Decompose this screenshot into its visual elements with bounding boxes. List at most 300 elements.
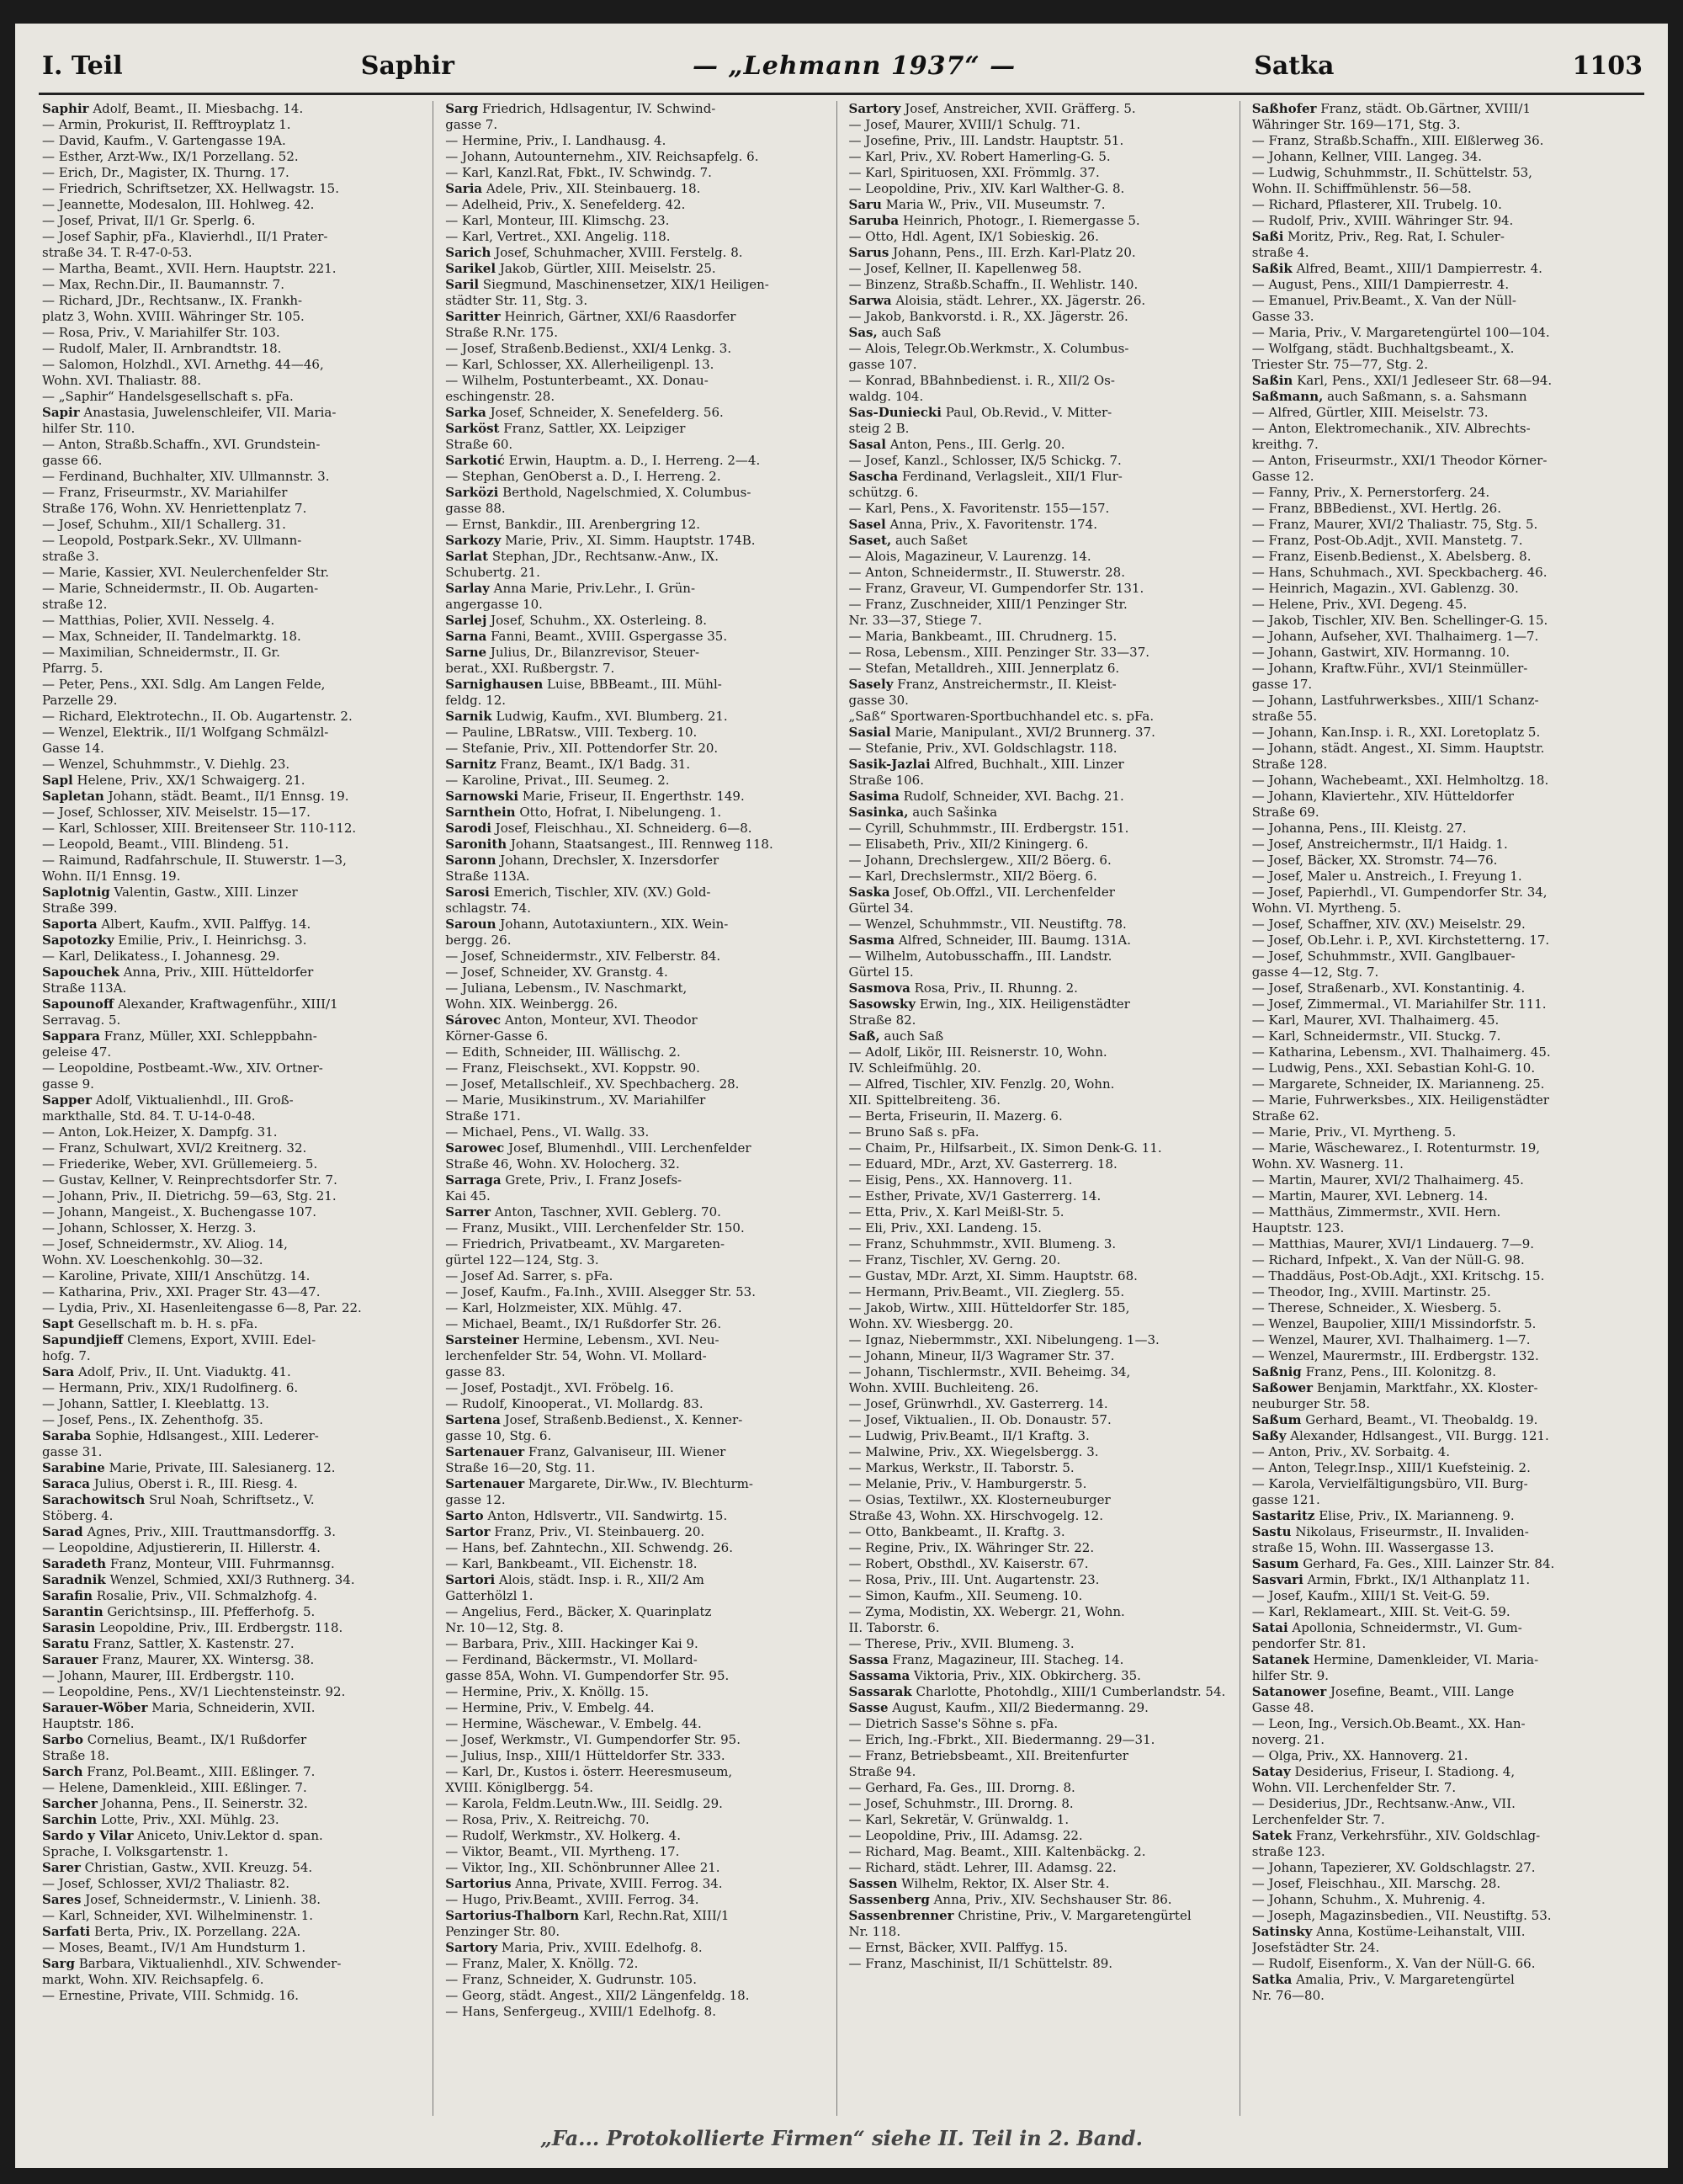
directory-entry — [42, 293, 426, 309]
entry-text: gürtel 122—124, Stg. 3. — [445, 1252, 599, 1267]
entry-text: — Josef, Ob.Lehr. i. P., XVI. Kirchstetterng. 17. — [1251, 933, 1550, 948]
directory-entry — [42, 1172, 426, 1188]
entry-text: Adolf, Viktualienhdl., III. Groß- — [91, 1092, 294, 1108]
entry-text: — Stefanie, Priv., XII. Pottendorfer Str. 20. — [445, 741, 719, 756]
entry-text: Rudolf, Schneider, XVI. Bachg. 21. — [899, 789, 1124, 804]
entry-text: steig 2 B. — [848, 421, 910, 436]
directory-entry — [42, 1428, 426, 1444]
directory-entry — [445, 1668, 829, 1684]
entry-text: Adolf, Priv., II. Unt. Viaduktg. 41. — [74, 1364, 291, 1379]
directory-entry — [42, 885, 426, 901]
directory-entry — [445, 149, 829, 165]
directory-entry — [849, 1268, 1233, 1284]
directory-entry — [849, 901, 1233, 917]
entry-surname: Sarich — [445, 245, 491, 260]
entry-text: — Karoline, Privat., III. Seumeg. 2. — [445, 773, 670, 788]
directory-entry — [445, 1764, 829, 1780]
directory-entry — [445, 1124, 829, 1140]
directory-entry — [445, 2004, 829, 2020]
directory-entry — [1252, 325, 1636, 341]
entry-surname: Sarbo — [42, 1732, 83, 1747]
entry-surname: Sapir — [42, 405, 80, 420]
entry-surname: Saßmann, — [1251, 389, 1324, 404]
entry-text: Schubertg. 21. — [445, 565, 540, 580]
directory-entry — [1252, 1300, 1636, 1316]
directory-entry — [42, 181, 426, 197]
entry-surname: Sartory — [445, 1940, 498, 1955]
directory-entry — [445, 1620, 829, 1636]
entry-surname: Sas, — [848, 325, 878, 340]
directory-entry — [445, 117, 829, 133]
directory-entry — [445, 1604, 829, 1620]
directory-entry — [42, 1268, 426, 1284]
directory-entry — [849, 1284, 1233, 1300]
entry-text: — Angelius, Ferd., Bäcker, X. Quarinplatz — [445, 1604, 712, 1619]
directory-entry — [445, 1844, 829, 1860]
directory-entry — [849, 996, 1233, 1012]
entry-surname: Sarauer — [42, 1652, 98, 1667]
directory-entry — [42, 741, 426, 757]
entry-text: Johann, Drechsler, X. Inzersdorfer — [496, 853, 719, 868]
entry-text: — Alfred, Gürtler, XIII. Meiselstr. 73. — [1251, 405, 1489, 420]
directory-entry — [42, 453, 426, 469]
entry-text: Nr. 118. — [848, 1924, 901, 1939]
directory-entry — [42, 277, 426, 293]
entry-text: — Anton, Straßb.Schaffn., XVI. Grundstein- — [42, 437, 321, 452]
entry-text: Stephan, JDr., Rechtsanw.-Anw., IX. — [488, 549, 719, 564]
entry-text: — Karl, Schlosser, XX. Allerheiligenpl. 13. — [445, 357, 714, 372]
entry-text: — Chaim, Pr., Hilfsarbeit., IX. Simon Denk-G. 11. — [848, 1140, 1162, 1156]
entry-text: — Robert, Obsthdl., XV. Kaiserstr. 67. — [848, 1556, 1089, 1571]
directory-entry — [1252, 1812, 1636, 1828]
entry-surname: Sarosi — [445, 885, 490, 900]
entry-text: — Friederike, Weber, XVI. Grüllemeierg. 5. — [42, 1156, 318, 1172]
directory-entry — [42, 565, 426, 581]
entry-text: — Katharina, Priv., XXI. Prager Str. 43—47. — [42, 1284, 321, 1299]
entry-text: Armin, Fbrkt., IX/1 Althanplatz 11. — [1303, 1572, 1531, 1587]
directory-entry — [42, 1492, 426, 1508]
entry-text: Christian, Gastw., XVII. Kreuzg. 54. — [80, 1860, 313, 1875]
entry-text: Franz, Pens., III. Kolonitzg. 8. — [1301, 1364, 1496, 1379]
directory-entry — [849, 405, 1233, 421]
directory-entry — [445, 565, 829, 581]
directory-columns — [42, 101, 1643, 2116]
entry-text: Wohn. XV. Wasnerg. 11. — [1251, 1156, 1404, 1172]
entry-surname: Saruba — [848, 213, 900, 228]
entry-text: — Johann, Kraftw.Führ., XVI/1 Steinmüller- — [1251, 661, 1528, 676]
entry-surname: Sassenbrenner — [848, 1908, 954, 1923]
entry-text: — Otto, Hdl. Agent, IX/1 Sobieskig. 26. — [848, 229, 1099, 244]
entry-text: Sophie, Hdlsangest., XIII. Lederer- — [91, 1428, 319, 1443]
entry-text: Franz, Anstreichermstr., II. Kleist- — [893, 677, 1117, 692]
entry-surname: Sarer — [42, 1860, 81, 1875]
entry-text: Maria W., Priv., VII. Museumstr. 7. — [881, 197, 1106, 212]
entry-text: — Jakob, Bankvorstd. i. R., XX. Jägerstr. 26. — [848, 309, 1128, 324]
entry-surname: Sasvari — [1251, 1572, 1303, 1587]
entry-text: Anna, Priv., XIII. Hütteldorfer — [119, 964, 314, 980]
entry-surname: Satinsky — [1251, 1924, 1313, 1939]
entry-text: — Michael, Pens., VI. Wallg. 33. — [445, 1124, 650, 1140]
directory-entry — [849, 773, 1233, 789]
directory-entry — [1252, 581, 1636, 597]
entry-text: August, Kaufm., XII/2 Biedermanng. 29. — [888, 1700, 1149, 1715]
directory-entry — [1252, 1652, 1636, 1668]
directory-entry — [849, 1636, 1233, 1652]
directory-entry — [1252, 245, 1636, 261]
entry-text: städter Str. 11, Stg. 3. — [445, 293, 588, 308]
directory-entry — [445, 277, 829, 293]
entry-text: — Josef, Viktualien., II. Ob. Donaustr. 57. — [848, 1412, 1112, 1427]
entry-surname: Sarowec — [445, 1140, 505, 1156]
entry-text: Gerhard, Fa. Ges., XIII. Lainzer Str. 84. — [1298, 1556, 1555, 1571]
entry-surname: Sasowsky — [848, 996, 916, 1012]
directory-entry — [42, 1188, 426, 1204]
directory-entry — [445, 1172, 829, 1188]
entry-text: Nr. 10—12, Stg. 8. — [445, 1620, 564, 1635]
entry-text: — Leopold, Beamt., VIII. Blindeng. 51. — [42, 837, 289, 852]
entry-text: Berta, Priv., IX. Porzellang. 22A. — [90, 1924, 301, 1939]
entry-surname: Sapouchek — [42, 964, 119, 980]
directory-entry — [42, 1956, 426, 1972]
directory-entry — [849, 1140, 1233, 1156]
entry-text: Wenzel, Schmied, XXI/3 Ruthnerg. 34. — [105, 1572, 355, 1587]
directory-entry — [42, 1748, 426, 1764]
entry-surname: Sasinka, — [848, 805, 909, 820]
directory-entry — [445, 1812, 829, 1828]
directory-entry — [1252, 1588, 1636, 1604]
directory-entry — [849, 133, 1233, 149]
entry-text: Gürtel 34. — [848, 901, 914, 916]
entry-text: Otto, Hofrat, I. Nibelungeng. 1. — [515, 805, 722, 820]
directory-entry — [42, 773, 426, 789]
directory-entry — [849, 1300, 1233, 1316]
directory-entry — [1252, 741, 1636, 757]
directory-entry — [445, 1092, 829, 1108]
entry-text: — Etta, Priv., X. Karl Meißl-Str. 5. — [848, 1204, 1064, 1220]
directory-entry — [1252, 389, 1636, 405]
directory-entry — [42, 485, 426, 501]
entry-text: — Leopoldine, Pens., XV/1 Liechtensteinstr. 92. — [42, 1684, 346, 1699]
directory-entry — [445, 1716, 829, 1732]
entry-text: — Franz, Post-Ob.Adjt., XVII. Manstetg. 7. — [1251, 533, 1523, 548]
entry-text: Josef, Schneider, X. Senefelderg. 56. — [486, 405, 724, 420]
directory-entry — [445, 1892, 829, 1908]
entry-text: Christine, Priv., V. Margaretengürtel — [953, 1908, 1192, 1923]
directory-entry — [42, 949, 426, 964]
directory-entry — [1252, 1268, 1636, 1284]
entry-text: Leopoldine, Priv., III. Erdbergstr. 118. — [95, 1620, 343, 1635]
directory-entry — [849, 1668, 1233, 1684]
directory-entry — [849, 1828, 1233, 1844]
directory-entry — [849, 1556, 1233, 1572]
directory-entry — [445, 1780, 829, 1796]
directory-entry — [1252, 1460, 1636, 1476]
entry-text: Anton, Taschner, XVII. Geblerg. 70. — [491, 1204, 721, 1220]
directory-entry — [42, 149, 426, 165]
entry-surname: Sarafin — [42, 1588, 93, 1603]
entry-text: — Helene, Priv., XVI. Degeng. 45. — [1251, 597, 1468, 612]
directory-entry — [1252, 1332, 1636, 1348]
entry-text: Gerhard, Beamt., VI. Theobaldg. 19. — [1301, 1412, 1538, 1427]
directory-entry — [42, 996, 426, 1012]
entry-text: — Maximilian, Schneidermstr., II. Gr. — [42, 645, 280, 660]
entry-text: — Wenzel, Elektrik., II/1 Wolfgang Schmälzl- — [42, 725, 329, 740]
entry-text: — Berta, Friseurin, II. Mazerg. 6. — [848, 1108, 1063, 1124]
entry-surname: Sarne — [445, 645, 487, 660]
entry-text: — Friedrich, Privatbeamt., XV. Margareten- — [445, 1236, 725, 1251]
directory-entry — [42, 1620, 426, 1636]
directory-entry — [849, 421, 1233, 437]
directory-entry — [849, 789, 1233, 805]
entry-text: Straße 16—20, Stg. 11. — [445, 1460, 596, 1475]
directory-entry — [849, 357, 1233, 373]
entry-surname: Sarcher — [42, 1796, 98, 1811]
directory-entry — [849, 213, 1233, 229]
entry-text: Siegmund, Maschinensetzer, XIX/1 Heiligen- — [479, 277, 769, 292]
directory-entry — [849, 821, 1233, 837]
entry-text: — Maria, Priv., V. Margaretengürtel 100—104. — [1251, 325, 1550, 340]
entry-text: Straße 113A. — [445, 869, 530, 884]
directory-entry — [445, 1300, 829, 1316]
directory-entry — [1252, 1908, 1636, 1924]
directory-entry — [445, 1268, 829, 1284]
entry-text: — Karl, Drechslermstr., XII/2 Böerg. 6. — [848, 869, 1097, 884]
entry-text: Kai 45. — [445, 1188, 491, 1204]
directory-entry — [42, 1316, 426, 1332]
entry-text: Wilhelm, Rektor, IX. Alser Str. 4. — [897, 1876, 1110, 1891]
directory-entry — [445, 1252, 829, 1268]
entry-text: Barbara, Viktualienhdl., XIV. Schwender- — [74, 1956, 342, 1971]
entry-surname: Saßy — [1251, 1428, 1287, 1443]
entry-text: — Rosa, Priv., III. Unt. Augartenstr. 23. — [848, 1572, 1100, 1587]
entry-text: — Desiderius, JDr., Rechtsanw.-Anw., VII. — [1251, 1796, 1516, 1811]
directory-entry — [42, 1892, 426, 1908]
directory-entry — [849, 533, 1233, 549]
directory-entry — [849, 581, 1233, 597]
entry-surname: Satek — [1251, 1828, 1293, 1843]
directory-entry — [849, 453, 1233, 469]
entry-text: — Adelheid, Priv., X. Senefelderg. 42. — [445, 197, 686, 212]
entry-text: Gasse 33. — [1251, 309, 1314, 324]
directory-entry — [849, 1316, 1233, 1332]
directory-entry — [42, 837, 426, 853]
entry-text: — Josefine, Priv., III. Landstr. Hauptstr. 51. — [848, 133, 1124, 148]
entry-surname: Saßi — [1251, 229, 1284, 244]
directory-entry — [1252, 629, 1636, 645]
directory-entry — [445, 1924, 829, 1940]
directory-entry — [849, 1508, 1233, 1524]
directory-entry — [445, 1988, 829, 2004]
entry-text: Nr. 76—80. — [1251, 1988, 1325, 2003]
entry-text: Wohn. II/1 Ennsg. 19. — [42, 869, 181, 884]
directory-entry — [1252, 341, 1636, 357]
directory-entry — [849, 661, 1233, 677]
entry-text: — Ernestine, Private, VIII. Schmidg. 16. — [42, 1988, 300, 2003]
entry-text: — Hermine, Priv., X. Knöllg. 15. — [445, 1684, 650, 1699]
entry-text: — Josef, Schuhm., XII/1 Schallerg. 31. — [42, 517, 286, 532]
entry-text: — Hans, Schuhmach., XVI. Speckbacherg. 46. — [1251, 565, 1548, 580]
header-rule — [39, 93, 1644, 95]
directory-entry — [1252, 1844, 1636, 1860]
entry-text: — Zyma, Modistin, XX. Webergr. 21, Wohn. — [848, 1604, 1125, 1619]
directory-entry — [445, 645, 829, 661]
directory-entry — [445, 1316, 829, 1332]
entry-text: — Leopoldine, Postbeamt.-Ww., XIV. Ortner- — [42, 1060, 323, 1076]
entry-text: Josef, Schuhm., XX. Osterleing. 8. — [486, 613, 708, 628]
entry-text: auch Saß — [877, 325, 942, 340]
directory-entry — [1252, 1204, 1636, 1220]
directory-entry — [445, 933, 829, 949]
entry-surname: Saßhofer — [1251, 101, 1317, 116]
directory-entry — [445, 1796, 829, 1812]
directory-entry — [849, 1236, 1233, 1252]
entry-surname: Saplotnig — [42, 885, 110, 900]
entry-text: — Marie, Wäschewarez., I. Rotenturmstr. 19, — [1251, 1140, 1541, 1156]
entry-text: — Juliana, Lebensm., IV. Naschmarkt, — [445, 980, 688, 996]
directory-entry — [445, 1972, 829, 1988]
directory-entry — [849, 677, 1233, 693]
entry-text: — Olga, Priv., XX. Hannoverg. 21. — [1251, 1748, 1468, 1763]
directory-entry — [1252, 1380, 1636, 1396]
directory-entry — [42, 1668, 426, 1684]
directory-entry — [42, 1364, 426, 1380]
entry-text: Gasse 48. — [1251, 1700, 1314, 1715]
directory-entry — [42, 1796, 426, 1812]
entry-text: neuburger Str. 58. — [1251, 1396, 1371, 1411]
entry-text: Straße 106. — [848, 773, 924, 788]
directory-entry — [445, 1364, 829, 1380]
directory-entry — [1252, 293, 1636, 309]
entry-surname: Saradnik — [42, 1572, 106, 1587]
entry-surname: Sarkozy — [445, 533, 502, 548]
directory-entry — [849, 1940, 1233, 1956]
directory-entry — [445, 709, 829, 725]
entry-text: Clemens, Export, XVIII. Edel- — [123, 1332, 316, 1347]
directory-entry — [42, 581, 426, 597]
entry-text: — Richard, städt. Lehrer, III. Adamsg. 22. — [848, 1860, 1117, 1875]
directory-entry — [849, 1028, 1233, 1044]
directory-entry — [1252, 1572, 1636, 1588]
entry-text: gasse 17. — [1251, 677, 1313, 692]
directory-entry — [849, 549, 1233, 565]
directory-entry — [849, 741, 1233, 757]
directory-entry — [445, 613, 829, 629]
entry-text: — Stefan, Metalldreh., XIII. Jennerplatz 6. — [848, 661, 1120, 676]
entry-surname: Satanower — [1251, 1684, 1327, 1699]
entry-text: — Josef, Kellner, II. Kapellenweg 58. — [848, 261, 1082, 276]
page-header — [42, 44, 1643, 88]
directory-entry — [42, 1988, 426, 2004]
directory-entry — [849, 1476, 1233, 1492]
directory-entry — [445, 1748, 829, 1764]
entry-text: Josef, Straßenb.Bedienst., X. Kenner- — [500, 1412, 743, 1427]
entry-text: — Rudolf, Kinooperat., VI. Mollardg. 83. — [445, 1396, 703, 1411]
directory-entry — [1252, 1284, 1636, 1300]
entry-surname: Saria — [445, 181, 483, 196]
entry-text: — Eli, Priv., XXI. Landeng. 15. — [848, 1220, 1042, 1235]
entry-surname: Saßower — [1251, 1380, 1314, 1395]
entry-surname: Saporta — [42, 917, 98, 932]
entry-text: Josef, Fleischhau., XI. Schneiderg. 6—8. — [491, 821, 752, 836]
directory-entry — [1252, 1748, 1636, 1764]
entry-surname: Sarlej — [445, 613, 487, 628]
directory-entry — [445, 1412, 829, 1428]
directory-entry — [1252, 469, 1636, 485]
directory-entry — [1252, 613, 1636, 629]
entry-text: Anna, Priv., XIV. Sechshauser Str. 86. — [929, 1892, 1172, 1907]
entry-surname: Sasel — [848, 517, 886, 532]
directory-entry — [1252, 405, 1636, 421]
directory-entry — [1252, 1508, 1636, 1524]
entry-text: Anton, Hdlsvertr., VII. Sandwirtg. 15. — [483, 1508, 728, 1523]
directory-entry — [445, 325, 829, 341]
entry-text: — Josef, Schneidermstr., XIV. Felberstr. 84. — [445, 949, 721, 964]
entry-text: — Hermann, Priv., XIX/1 Rudolfinerg. 6. — [42, 1380, 299, 1395]
entry-text: Wohn. VI. Myrtheng. 5. — [1251, 901, 1402, 916]
entry-text: Heinrich, Photogr., I. Riemergasse 5. — [899, 213, 1140, 228]
directory-entry — [445, 245, 829, 261]
entry-surname: Sartenauer — [445, 1444, 525, 1459]
entry-text: — Wolfgang, städt. Buchhaltgsbeamt., X. — [1251, 341, 1515, 356]
directory-entry — [1252, 213, 1636, 229]
entry-text: — Matthias, Polier, XVII. Nesselg. 4. — [42, 613, 275, 628]
directory-entry — [849, 1076, 1233, 1092]
directory-entry — [1252, 1556, 1636, 1572]
directory-entry — [445, 869, 829, 885]
directory-entry — [42, 1204, 426, 1220]
entry-text: Hermine, Lebensm., XVI. Neu- — [518, 1332, 719, 1347]
entry-text: Gesellschaft m. b. H. s. pFa. — [73, 1316, 258, 1331]
entry-text: — Karl, Pens., X. Favoritenstr. 155—157. — [848, 501, 1110, 516]
entry-text: Rosa, Priv., II. Rhunng. 2. — [910, 980, 1078, 996]
entry-text: gasse 10, Stg. 6. — [445, 1428, 552, 1443]
entry-surname: Saphir — [42, 101, 89, 116]
entry-text: — Josef, Schuhmmstr., XVII. Ganglbauer- — [1251, 949, 1516, 964]
entry-surname: Sapl — [42, 773, 73, 788]
directory-entry — [445, 261, 829, 277]
directory-entry — [849, 1220, 1233, 1236]
entry-text: auch Saßmann, s. a. Sahsmann — [1323, 389, 1527, 404]
directory-entry — [445, 837, 829, 853]
directory-page — [15, 24, 1668, 2168]
entry-text: — Michael, Beamt., IX/1 Rußdorfer Str. 26. — [445, 1316, 722, 1331]
entry-text: — Karl, Schlosser, XIII. Breitenseer Str. 110-112. — [42, 821, 357, 836]
directory-entry — [849, 1956, 1233, 1972]
entry-text: Anna, Private, XVIII. Ferrog. 34. — [511, 1876, 723, 1891]
directory-entry — [42, 389, 426, 405]
column-1 — [42, 101, 433, 2116]
directory-entry — [1252, 453, 1636, 469]
entry-text: Ferdinand, Verlagsleit., XII/1 Flur- — [898, 469, 1123, 484]
entry-text: Moritz, Priv., Reg. Rat, I. Schuler- — [1283, 229, 1505, 244]
entry-text: — Johann, Kan.Insp. i. R., XXI. Loretoplatz 5. — [1251, 725, 1541, 740]
entry-text: — Bruno Saß s. pFa. — [848, 1124, 980, 1140]
entry-text: Gasse 14. — [42, 741, 104, 756]
entry-text: Johann, Autotaxiuntern., XIX. Wein- — [496, 917, 729, 932]
directory-entry — [849, 869, 1233, 885]
entry-surname: Saß, — [848, 1028, 880, 1044]
directory-entry — [1252, 821, 1636, 837]
entry-text: schützg. 6. — [848, 485, 919, 500]
entry-text: Straße 69. — [1251, 805, 1319, 820]
directory-entry — [42, 677, 426, 693]
directory-entry — [42, 229, 426, 245]
directory-entry — [42, 1012, 426, 1028]
entry-text: auch Saß — [879, 1028, 944, 1044]
entry-text: — Margarete, Schneider, IX. Marianneng. 25. — [1251, 1076, 1545, 1092]
entry-text: — Binzenz, Straßb.Schaffn., II. Wehlistr. 140. — [848, 277, 1139, 292]
entry-text: — Franz, Maschinist, II/1 Schüttelstr. 89. — [848, 1956, 1113, 1971]
